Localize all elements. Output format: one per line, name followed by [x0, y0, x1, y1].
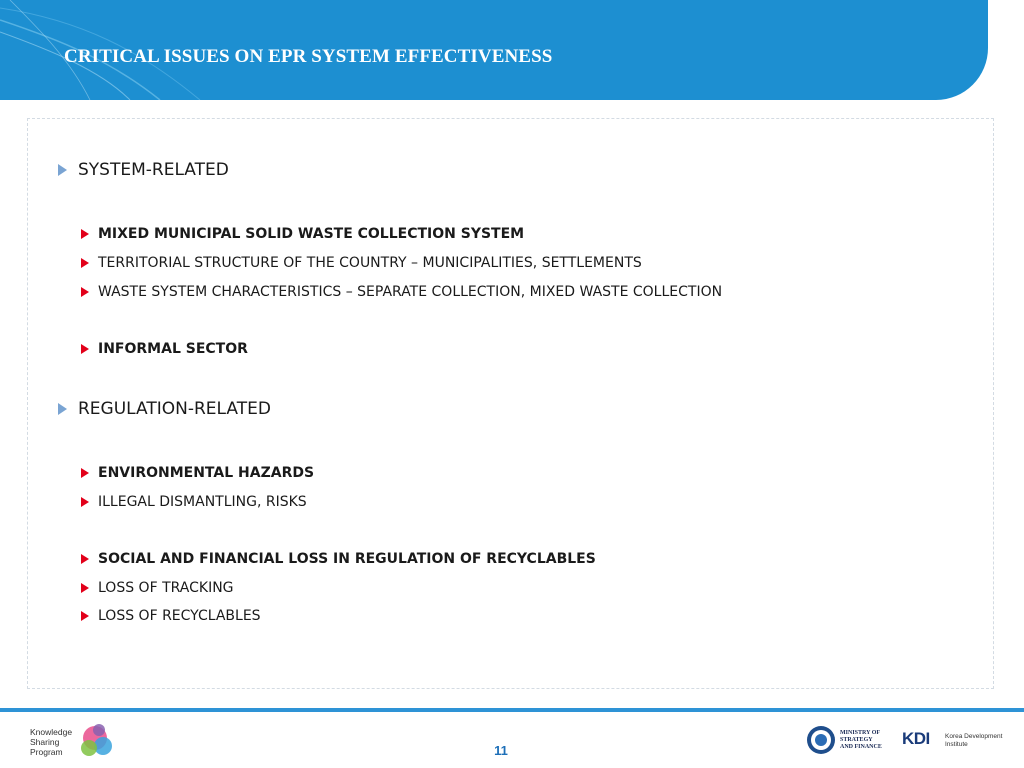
ksp-line: Program [30, 747, 63, 757]
list-item-text: INFORMAL SECTOR [98, 341, 248, 357]
list-item-text: WASTE SYSTEM CHARACTERISTICS – SEPARATE COLLECTION, MIXED WASTE COLLECTION [98, 284, 723, 300]
section-bullet-icon [58, 403, 67, 415]
slide-title: CRITICAL ISSUES ON EPR SYSTEM EFFECTIVENESS [64, 46, 553, 67]
section-bullet-icon [58, 164, 67, 176]
mosf-line: MINISTRY OF [840, 730, 881, 736]
list-item-text: SOCIAL AND FINANCIAL LOSS IN REGULATION OF RECYCLABLES [98, 551, 596, 567]
list-item-text: TERRITORIAL STRUCTURE OF THE COUNTRY – MUNICIPALITIES, SETTLEMENTS [98, 255, 642, 271]
section-heading-regulation-related [58, 399, 271, 419]
kdi-line: Korea Development [945, 733, 1003, 740]
section-heading-text: REGULATION-RELATED [78, 399, 271, 419]
kdi-line: Institute [945, 741, 968, 748]
kdi-logo-mark: KDI [902, 729, 930, 748]
kdi-logo-text [945, 733, 1002, 749]
list-item [81, 341, 248, 357]
ksp-line: Sharing [30, 737, 60, 747]
list-item-text: ENVIRONMENTAL HAZARDS [98, 465, 315, 481]
red-bullet-icon [81, 554, 89, 564]
list-item-text: LOSS OF RECYCLABLES [98, 608, 261, 624]
list-item-text: ILLEGAL DISMANTLING, RISKS [98, 494, 307, 510]
header-band [0, 0, 988, 100]
red-bullet-icon [81, 258, 89, 268]
ksp-logo-text [30, 727, 72, 757]
red-bullet-icon [81, 344, 89, 354]
mosf-line: AND FINANCE [840, 744, 882, 750]
list-item [81, 494, 307, 510]
list-item [81, 465, 314, 481]
list-item [81, 580, 234, 596]
section-heading-text: SYSTEM-RELATED [78, 160, 229, 180]
government-seal-icon [806, 725, 836, 755]
list-item [81, 608, 261, 624]
list-item [81, 551, 596, 567]
list-item [81, 284, 722, 300]
list-item-text: LOSS OF TRACKING [98, 580, 234, 596]
red-bullet-icon [81, 497, 89, 507]
section-heading-system-related [58, 160, 229, 180]
page-number: 11 [494, 743, 508, 758]
red-bullet-icon [81, 287, 89, 297]
red-bullet-icon [81, 468, 89, 478]
red-bullet-icon [81, 611, 89, 621]
list-item [81, 255, 642, 271]
list-item [81, 226, 524, 242]
list-item-text: MIXED MUNICIPAL SOLID WASTE COLLECTION SYSTEM [98, 226, 525, 242]
footer-divider [0, 708, 1024, 712]
mosf-line: STRATEGY [840, 737, 873, 743]
red-bullet-icon [81, 229, 89, 239]
mosf-logo-text [840, 730, 882, 751]
red-bullet-icon [81, 583, 89, 593]
ksp-line: Knowledge [30, 727, 73, 737]
